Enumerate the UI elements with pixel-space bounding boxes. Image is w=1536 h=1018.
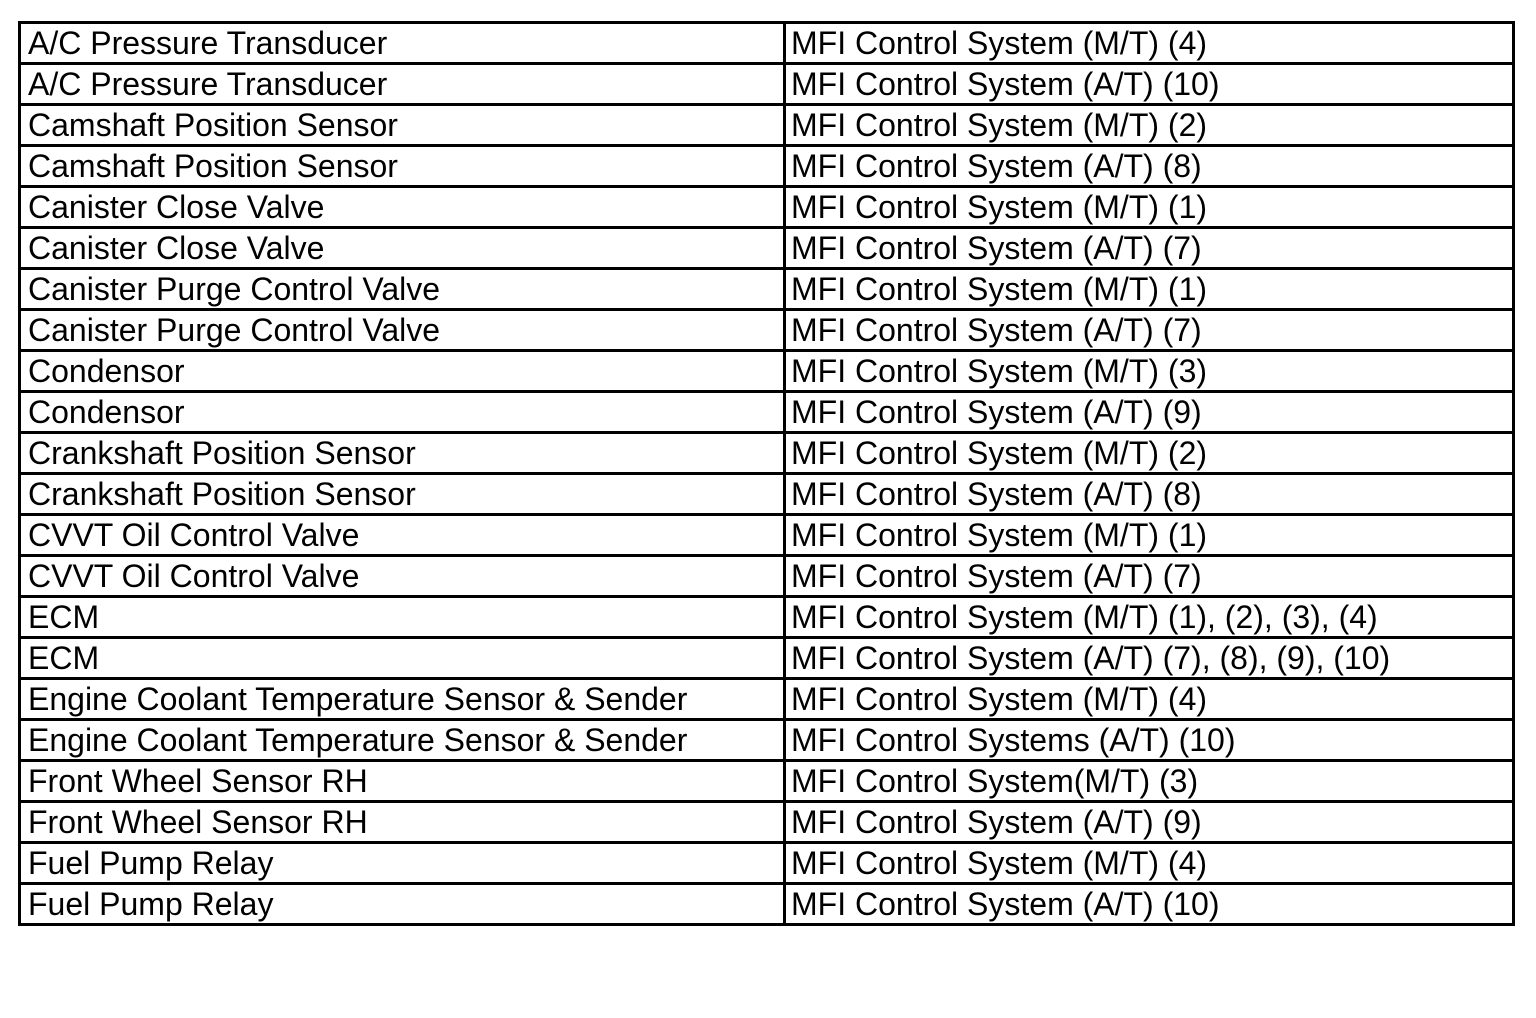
table-row	[20, 556, 1514, 597]
table-row	[20, 392, 1514, 433]
table-row	[20, 105, 1514, 146]
table-row	[20, 146, 1514, 187]
component-cell: Camshaft Position Sensor	[20, 105, 785, 146]
component-cell: Fuel Pump Relay	[20, 884, 785, 925]
component-cell: Front Wheel Sensor RH	[20, 761, 785, 802]
component-cell: Crankshaft Position Sensor	[20, 433, 785, 474]
table-row	[20, 884, 1514, 925]
table-row	[20, 515, 1514, 556]
table-row	[20, 597, 1514, 638]
table-row	[20, 228, 1514, 269]
location-cell: MFI Control System (A/T) (7), (8), (9), (10)	[785, 638, 1514, 679]
component-cell: Crankshaft Position Sensor	[20, 474, 785, 515]
table-row	[20, 761, 1514, 802]
location-cell: MFI Control System(M/T) (3)	[785, 761, 1514, 802]
location-cell: MFI Control System (A/T) (8)	[785, 146, 1514, 187]
location-cell: MFI Control System (A/T) (10)	[785, 64, 1514, 105]
component-cell: Condensor	[20, 351, 785, 392]
location-cell: MFI Control System (A/T) (10)	[785, 884, 1514, 925]
table-row	[20, 433, 1514, 474]
table-row	[20, 351, 1514, 392]
component-cell: Condensor	[20, 392, 785, 433]
component-cell: CVVT Oil Control Valve	[20, 515, 785, 556]
location-cell: MFI Control System (M/T) (2)	[785, 433, 1514, 474]
table-row	[20, 638, 1514, 679]
component-cell: ECM	[20, 597, 785, 638]
location-cell: MFI Control System (M/T) (1)	[785, 515, 1514, 556]
component-cell: Engine Coolant Temperature Sensor & Sender	[20, 720, 785, 761]
location-cell: MFI Control System (M/T) (1)	[785, 269, 1514, 310]
location-cell: MFI Control System (M/T) (4)	[785, 679, 1514, 720]
component-cell: Camshaft Position Sensor	[20, 146, 785, 187]
location-cell: MFI Control System (M/T) (4)	[785, 23, 1514, 64]
table-row	[20, 679, 1514, 720]
location-cell: MFI Control System (A/T) (8)	[785, 474, 1514, 515]
location-cell: MFI Control System (A/T) (9)	[785, 802, 1514, 843]
location-cell: MFI Control System (M/T) (3)	[785, 351, 1514, 392]
location-cell: MFI Control System (M/T) (2)	[785, 105, 1514, 146]
table-row	[20, 720, 1514, 761]
location-cell: MFI Control System (M/T) (1), (2), (3), (4)	[785, 597, 1514, 638]
component-cell: Canister Close Valve	[20, 228, 785, 269]
location-cell: MFI Control System (M/T) (1)	[785, 187, 1514, 228]
table-row	[20, 269, 1514, 310]
component-cell: ECM	[20, 638, 785, 679]
table-row	[20, 23, 1514, 64]
table-row	[20, 64, 1514, 105]
component-cell: Canister Close Valve	[20, 187, 785, 228]
table-body	[20, 23, 1514, 925]
component-cell: Fuel Pump Relay	[20, 843, 785, 884]
table-row	[20, 187, 1514, 228]
component-cell: Canister Purge Control Valve	[20, 310, 785, 351]
component-location-table	[18, 21, 1515, 926]
location-cell: MFI Control System (M/T) (4)	[785, 843, 1514, 884]
component-cell: Canister Purge Control Valve	[20, 269, 785, 310]
location-cell: MFI Control System (A/T) (9)	[785, 392, 1514, 433]
table-row	[20, 802, 1514, 843]
table-row	[20, 474, 1514, 515]
location-cell: MFI Control System (A/T) (7)	[785, 556, 1514, 597]
table-row	[20, 310, 1514, 351]
table-row	[20, 843, 1514, 884]
location-cell: MFI Control System (A/T) (7)	[785, 228, 1514, 269]
component-cell: Front Wheel Sensor RH	[20, 802, 785, 843]
component-cell: Engine Coolant Temperature Sensor & Sender	[20, 679, 785, 720]
component-cell: A/C Pressure Transducer	[20, 23, 785, 64]
location-cell: MFI Control System (A/T) (7)	[785, 310, 1514, 351]
component-cell: CVVT Oil Control Valve	[20, 556, 785, 597]
location-cell: MFI Control Systems (A/T) (10)	[785, 720, 1514, 761]
component-cell: A/C Pressure Transducer	[20, 64, 785, 105]
